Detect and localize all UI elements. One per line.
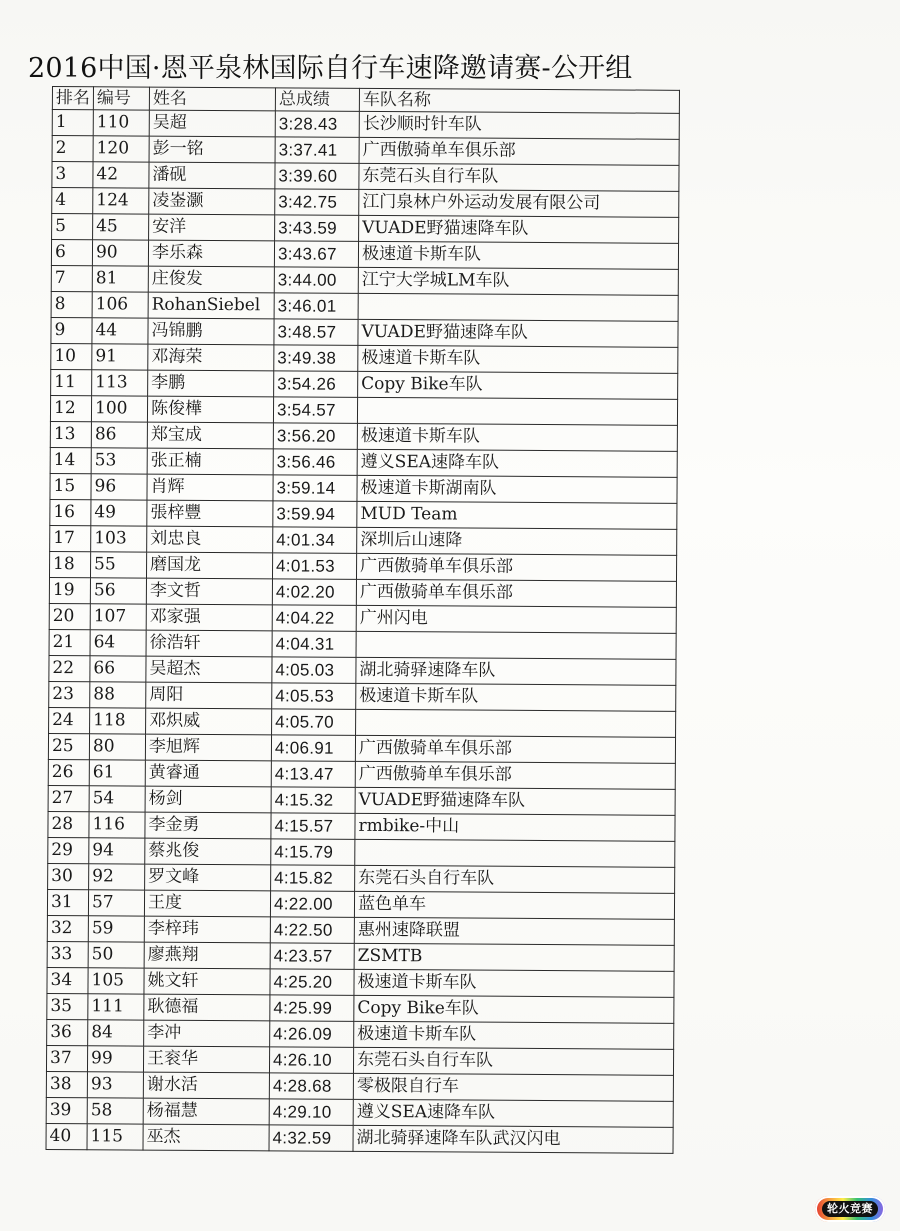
results-table — [46, 86, 680, 1154]
table-row — [49, 603, 676, 633]
cell-time: 4:13.47 — [271, 761, 355, 788]
cell-name: 陈俊樺 — [147, 396, 273, 423]
cell-rank: 19 — [49, 577, 90, 603]
cell-number: 64 — [90, 630, 146, 656]
cell-time: 3:59.94 — [273, 501, 357, 528]
cell-number: 44 — [92, 318, 148, 344]
cell-team: 长沙顺时针车队 — [359, 111, 679, 139]
cell-time: 4:22.00 — [270, 891, 354, 918]
cell-team: 遵义SEA速降车队 — [357, 449, 677, 477]
cell-number: 91 — [92, 344, 148, 370]
cell-team: 东莞石头自行车队 — [355, 865, 675, 893]
cell-time: 3:54.26 — [274, 371, 358, 398]
cell-number: 61 — [89, 760, 145, 786]
cell-name: 李鹏 — [148, 370, 274, 397]
header-number: 编号 — [93, 87, 149, 110]
table-row — [52, 110, 679, 140]
cell-name: 黄睿通 — [145, 760, 271, 787]
cell-name: 李乐森 — [148, 240, 274, 267]
cell-rank: 35 — [47, 993, 88, 1019]
cell-time: 3:28.43 — [275, 111, 359, 138]
cell-name: 王度 — [144, 890, 270, 917]
cell-time: 3:39.60 — [275, 163, 359, 190]
cell-number: 55 — [90, 552, 146, 578]
cell-number: 88 — [90, 682, 146, 708]
cell-number: 42 — [93, 162, 149, 188]
cell-time: 4:01.53 — [272, 553, 356, 580]
cell-rank: 24 — [49, 707, 90, 733]
cell-rank: 29 — [48, 837, 89, 863]
cell-team: 东莞石头自行车队 — [353, 1047, 673, 1075]
cell-team: 江宁大学城LM车队 — [358, 267, 678, 295]
cell-time: 3:44.00 — [274, 267, 358, 294]
cell-rank: 33 — [47, 941, 88, 967]
cell-name: 罗文峰 — [145, 864, 271, 891]
table-row — [49, 681, 676, 711]
cell-name: 潘砚 — [149, 162, 275, 189]
cell-time: 4:05.53 — [272, 683, 356, 710]
cell-name: 廖燕翔 — [144, 942, 270, 969]
cell-team: 零极限自行车 — [353, 1073, 673, 1101]
cell-number: 113 — [92, 370, 148, 396]
cell-rank: 3 — [52, 162, 93, 188]
cell-rank: 1 — [52, 110, 93, 136]
cell-number: 99 — [87, 1046, 143, 1072]
cell-name: 刘忠良 — [147, 526, 273, 553]
cell-number: 124 — [93, 188, 149, 214]
cell-team: 湖北骑驿速降车队 — [356, 657, 676, 685]
table-row — [50, 473, 677, 503]
cell-name: 張梓豐 — [147, 500, 273, 527]
cell-name: 邓海荣 — [148, 344, 274, 371]
cell-team — [356, 709, 676, 737]
table-row — [48, 811, 675, 841]
cell-team: Copy Bike车队 — [354, 995, 674, 1023]
table-row — [46, 1045, 673, 1075]
cell-time: 4:29.10 — [269, 1099, 353, 1126]
table-row — [50, 395, 677, 425]
cell-rank: 38 — [46, 1071, 87, 1097]
cell-name: 耿德福 — [144, 994, 270, 1021]
cell-team: 广西傲骑单车俱乐部 — [356, 579, 676, 607]
cell-name: 郑宝成 — [147, 422, 273, 449]
cell-number: 120 — [93, 136, 149, 162]
cell-rank: 7 — [51, 265, 92, 291]
cell-name: 李冲 — [144, 1020, 270, 1047]
cell-number: 86 — [91, 422, 147, 448]
cell-rank: 25 — [48, 733, 89, 759]
cell-rank: 27 — [48, 785, 89, 811]
cell-rank: 23 — [49, 681, 90, 707]
cell-number: 66 — [90, 656, 146, 682]
header-name: 姓名 — [149, 87, 275, 111]
cell-time: 4:06.91 — [271, 735, 355, 762]
cell-name: 姚文轩 — [144, 968, 270, 995]
table-row — [47, 941, 674, 971]
brand-logo — [815, 1196, 885, 1222]
cell-time: 4:15.57 — [271, 813, 355, 840]
table-row — [47, 1019, 674, 1049]
cell-time: 3:37.41 — [275, 137, 359, 164]
cell-name: 彭一铭 — [149, 136, 275, 163]
cell-number: 80 — [89, 734, 145, 760]
cell-number: 50 — [88, 942, 144, 968]
cell-name: 李旭辉 — [145, 734, 271, 761]
cell-number: 93 — [87, 1072, 143, 1098]
cell-rank: 39 — [46, 1097, 87, 1123]
cell-rank: 32 — [47, 915, 88, 941]
cell-rank: 26 — [48, 759, 89, 785]
cell-team: 广西傲骑单车俱乐部 — [355, 761, 675, 789]
cell-rank: 40 — [46, 1123, 87, 1149]
cell-number: 107 — [90, 604, 146, 630]
cell-rank: 4 — [52, 188, 93, 214]
cell-number: 45 — [93, 214, 149, 240]
cell-name: 杨剑 — [145, 786, 271, 813]
cell-team: 惠州速降联盟 — [354, 917, 674, 945]
cell-team: VUADE野猫速降车队 — [359, 215, 679, 243]
cell-number: 92 — [89, 864, 145, 890]
cell-rank: 15 — [50, 473, 91, 499]
cell-time: 4:01.34 — [273, 527, 357, 554]
cell-rank: 36 — [47, 1019, 88, 1045]
cell-team: 广西傲骑单车俱乐部 — [359, 137, 679, 165]
table-row — [48, 785, 675, 815]
table-row — [50, 499, 677, 529]
cell-number: 84 — [88, 1020, 144, 1046]
cell-rank: 13 — [50, 421, 91, 447]
cell-name: 肖辉 — [147, 474, 273, 501]
cell-team: 极速道卡斯车队 — [354, 1021, 674, 1049]
cell-name: 杨福慧 — [143, 1098, 269, 1125]
cell-time: 3:46.01 — [274, 293, 358, 320]
cell-name: 巫杰 — [143, 1124, 269, 1151]
table-row — [47, 915, 674, 945]
cell-team: 极速道卡斯车队 — [356, 683, 676, 711]
cell-number: 53 — [91, 448, 147, 474]
cell-time: 4:15.79 — [271, 839, 355, 866]
cell-team: 湖北骑驿速降车队武汉闪电 — [353, 1125, 673, 1153]
cell-name: 李文哲 — [146, 578, 272, 605]
cell-team: ZSMTB — [354, 943, 674, 971]
cell-time: 4:02.20 — [272, 579, 356, 606]
table-row — [49, 707, 676, 737]
cell-rank: 2 — [52, 136, 93, 162]
cell-rank: 17 — [50, 525, 91, 551]
cell-time: 3:56.46 — [273, 449, 357, 476]
cell-time: 4:15.32 — [271, 787, 355, 814]
header-time: 总成绩 — [275, 88, 359, 112]
cell-number: 57 — [88, 890, 144, 916]
cell-team — [358, 293, 678, 321]
cell-name: 李梓玮 — [144, 916, 270, 943]
cell-time: 4:22.50 — [270, 917, 354, 944]
cell-name: 蔡兆俊 — [145, 838, 271, 865]
cell-rank: 34 — [47, 967, 88, 993]
cell-name: RohanSiebel — [148, 292, 274, 319]
header-rank: 排名 — [52, 87, 93, 110]
cell-rank: 9 — [51, 317, 92, 343]
cell-team: 广州闪电 — [356, 605, 676, 633]
table-row — [51, 291, 678, 321]
cell-number: 58 — [87, 1098, 143, 1124]
table-row — [50, 421, 677, 451]
cell-rank: 21 — [49, 629, 90, 655]
logo-text: 轮火竞赛 — [822, 1201, 878, 1217]
cell-name: 周阳 — [146, 682, 272, 709]
cell-number: 56 — [90, 578, 146, 604]
cell-time: 3:49.38 — [274, 345, 358, 372]
cell-team: 广西傲骑单车俱乐部 — [356, 553, 676, 581]
cell-number: 81 — [92, 266, 148, 292]
cell-name: 安洋 — [149, 214, 275, 241]
cell-number: 105 — [88, 968, 144, 994]
cell-number: 54 — [89, 786, 145, 812]
cell-number: 110 — [93, 110, 149, 136]
cell-name: 李金勇 — [145, 812, 271, 839]
cell-team: 极速道卡斯车队 — [358, 241, 678, 269]
cell-time: 4:32.59 — [269, 1125, 353, 1152]
table-row — [52, 162, 679, 192]
cell-team: 极速道卡斯车队 — [354, 969, 674, 997]
cell-number: 106 — [92, 292, 148, 318]
cell-name: 张正楠 — [147, 448, 273, 475]
table-row — [48, 863, 675, 893]
cell-team: 极速道卡斯湖南队 — [357, 475, 677, 503]
table-row — [48, 837, 675, 867]
cell-rank: 10 — [51, 343, 92, 369]
cell-name: 王衮华 — [143, 1046, 269, 1073]
cell-number: 116 — [89, 812, 145, 838]
cell-name: 吴超 — [149, 110, 275, 137]
table-row — [48, 733, 675, 763]
cell-time: 3:48.57 — [274, 319, 358, 346]
cell-name: 谢水活 — [143, 1072, 269, 1099]
cell-rank: 30 — [48, 863, 89, 889]
cell-rank: 31 — [47, 889, 88, 915]
cell-rank: 12 — [50, 395, 91, 421]
cell-team: Copy Bike车队 — [358, 371, 678, 399]
header-team: 车队名称 — [359, 88, 679, 113]
table-row — [46, 1097, 673, 1127]
table-row — [50, 447, 677, 477]
cell-number: 49 — [91, 500, 147, 526]
cell-name: 磨国龙 — [146, 552, 272, 579]
cell-time: 4:15.82 — [271, 865, 355, 892]
cell-number: 118 — [90, 708, 146, 734]
cell-time: 3:43.67 — [274, 241, 358, 268]
cell-team: 蓝色单车 — [354, 891, 674, 919]
cell-number: 94 — [89, 838, 145, 864]
table-row — [52, 136, 679, 166]
cell-number: 96 — [91, 474, 147, 500]
cell-number: 103 — [91, 526, 147, 552]
cell-time: 4:05.70 — [272, 709, 356, 736]
table-row — [49, 551, 676, 581]
cell-time: 4:25.99 — [270, 995, 354, 1022]
cell-team — [356, 631, 676, 659]
cell-number: 90 — [92, 240, 148, 266]
table-row — [46, 1071, 673, 1101]
cell-time: 3:43.59 — [275, 215, 359, 242]
cell-time: 4:28.68 — [269, 1073, 353, 1100]
cell-team: 极速道卡斯车队 — [357, 423, 677, 451]
cell-rank: 20 — [49, 603, 90, 629]
cell-time: 3:59.14 — [273, 475, 357, 502]
cell-rank: 28 — [48, 811, 89, 837]
table-row — [51, 369, 678, 399]
table-row — [51, 240, 678, 270]
cell-time: 4:04.22 — [272, 605, 356, 632]
cell-number: 115 — [87, 1124, 143, 1150]
cell-team — [357, 397, 677, 425]
table-row — [47, 889, 674, 919]
cell-team: VUADE野猫速降车队 — [358, 319, 678, 347]
cell-name: 吴超杰 — [146, 656, 272, 683]
table-body — [46, 110, 679, 1154]
cell-rank: 6 — [51, 240, 92, 266]
table-row — [51, 317, 678, 347]
cell-name: 徐浩轩 — [146, 630, 272, 657]
cell-team: 江门泉林户外运动发展有限公司 — [359, 189, 679, 217]
cell-team: VUADE野猫速降车队 — [355, 787, 675, 815]
table-row — [51, 343, 678, 373]
cell-rank: 16 — [50, 499, 91, 525]
cell-rank: 22 — [49, 655, 90, 681]
cell-name: 庄俊发 — [148, 266, 274, 293]
cell-rank: 14 — [50, 447, 91, 473]
cell-rank: 8 — [51, 291, 92, 317]
cell-rank: 11 — [51, 369, 92, 395]
cell-team: 遵义SEA速降车队 — [353, 1099, 673, 1127]
table-row — [52, 188, 679, 218]
cell-time: 4:26.10 — [269, 1047, 353, 1074]
cell-team — [355, 839, 675, 867]
cell-number: 59 — [88, 916, 144, 942]
table-row — [48, 759, 675, 789]
cell-number: 111 — [88, 994, 144, 1020]
table-row — [49, 655, 676, 685]
cell-time: 4:04.31 — [272, 631, 356, 658]
cell-time: 4:26.09 — [270, 1021, 354, 1048]
cell-time: 3:54.57 — [273, 397, 357, 424]
cell-name: 邓炽威 — [146, 708, 272, 735]
cell-team: 广西傲骑单车俱乐部 — [355, 735, 675, 763]
cell-name: 邓家强 — [146, 604, 272, 631]
table-row — [47, 967, 674, 997]
cell-rank: 5 — [52, 214, 93, 240]
cell-team: 极速道卡斯车队 — [358, 345, 678, 373]
table-row — [49, 577, 676, 607]
cell-time: 4:23.57 — [270, 943, 354, 970]
table-row — [51, 265, 678, 295]
cell-time: 3:56.20 — [273, 423, 357, 450]
table-row — [49, 629, 676, 659]
cell-rank: 37 — [46, 1045, 87, 1071]
table-row — [47, 993, 674, 1023]
cell-name: 凌崟灏 — [149, 188, 275, 215]
page-title: 2016中国·恩平泉林国际自行车速降邀请赛-公开组 — [28, 53, 633, 84]
table-row — [50, 525, 677, 555]
cell-time: 4:05.03 — [272, 657, 356, 684]
cell-rank: 18 — [49, 551, 90, 577]
cell-team: 深圳后山速降 — [357, 527, 677, 555]
table-row — [46, 1123, 673, 1153]
cell-number: 100 — [91, 396, 147, 422]
table-row — [52, 214, 679, 244]
cell-team: rmbike-中山 — [355, 813, 675, 841]
cell-time: 3:42.75 — [275, 189, 359, 216]
cell-team: MUD Team — [357, 501, 677, 529]
cell-team: 东莞石头自行车队 — [359, 163, 679, 191]
cell-name: 冯锦鹏 — [148, 318, 274, 345]
cell-time: 4:25.20 — [270, 969, 354, 996]
